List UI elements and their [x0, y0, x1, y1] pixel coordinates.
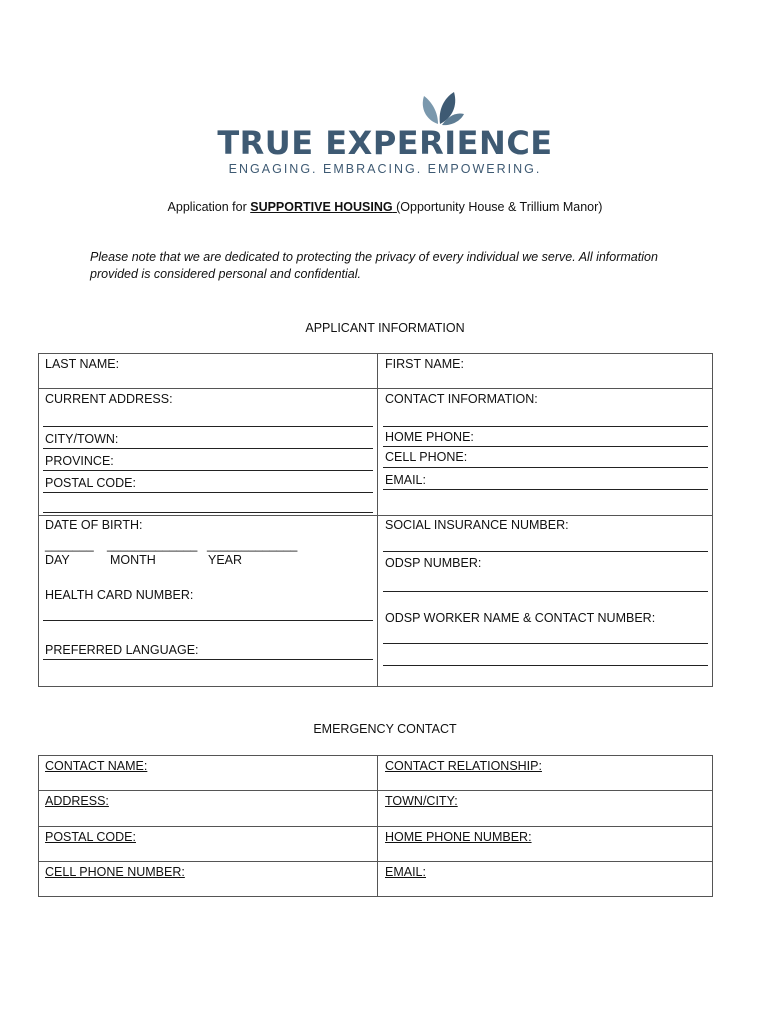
contact-information-label: CONTACT INFORMATION:	[385, 392, 538, 406]
application-title	[0, 200, 770, 214]
emergency-row-divider	[38, 861, 713, 862]
application-locations: Opportunity House & Trillium Manor)	[400, 200, 603, 214]
emergency-heading: EMERGENCY CONTACT	[313, 722, 457, 736]
cell-phone-label: CELL PHONE:	[385, 450, 468, 464]
dob-month-label: MONTH	[110, 553, 156, 567]
dob-month-blank[interactable]: _____________	[107, 538, 198, 552]
date-of-birth-label: DATE OF BIRTH:	[45, 518, 143, 532]
dob-day-label: DAY	[45, 553, 70, 567]
emergency-postal-code-label: POSTAL CODE:	[45, 830, 136, 844]
province-field[interactable]	[43, 470, 373, 471]
preferred-language-field[interactable]	[43, 659, 373, 660]
odsp-worker-label: ODSP WORKER NAME & CONTACT NUMBER:	[385, 611, 656, 625]
home-phone-field[interactable]	[383, 446, 708, 447]
contact-relationship-label: CONTACT RELATIONSHIP:	[385, 759, 542, 773]
emergency-cell-phone-label: CELL PHONE NUMBER:	[45, 865, 185, 879]
cell-phone-field[interactable]	[383, 467, 708, 468]
current-address-label: CURRENT ADDRESS:	[45, 392, 173, 406]
social-insurance-field[interactable]	[383, 551, 708, 552]
leaves-icon	[418, 92, 464, 126]
privacy-notice: Please note that we are dedicated to protecting the privacy of every individual we serve. All information provided is considered personal and confidential.	[90, 250, 658, 281]
last-name-label: LAST NAME:	[45, 357, 120, 371]
emergency-row-divider	[38, 790, 713, 791]
address-extra-field[interactable]	[43, 512, 373, 513]
contact-information-field[interactable]	[383, 426, 708, 427]
current-address-field[interactable]	[43, 426, 373, 427]
preferred-language-label: PREFERRED LANGUAGE:	[45, 643, 199, 657]
company-logo	[210, 92, 560, 182]
postal-code-field[interactable]	[43, 492, 373, 493]
applicant-divider	[377, 353, 378, 687]
emergency-address-label: ADDRESS:	[45, 794, 109, 808]
odsp-number-label: ODSP NUMBER:	[385, 556, 482, 570]
city-town-label: CITY/TOWN:	[45, 432, 119, 446]
emergency-email-label: EMAIL:	[385, 865, 426, 879]
application-paren: (	[396, 200, 401, 214]
social-insurance-label: SOCIAL INSURANCE NUMBER:	[385, 518, 569, 532]
applicant-heading: APPLICANT INFORMATION	[305, 321, 465, 335]
home-phone-label: HOME PHONE:	[385, 430, 474, 444]
odsp-worker-field[interactable]	[383, 643, 708, 644]
applicant-row-divider	[38, 388, 713, 389]
health-card-label: HEALTH CARD NUMBER:	[45, 588, 194, 602]
first-name-label: FIRST NAME:	[385, 357, 464, 371]
city-town-field[interactable]	[43, 448, 373, 449]
application-prefix: Application for	[167, 200, 251, 214]
contact-name-label: CONTACT NAME:	[45, 759, 148, 773]
email-label: EMAIL:	[385, 473, 426, 487]
odsp-number-field[interactable]	[383, 591, 708, 592]
brand-name: TRUE EXPERIENCE	[217, 124, 553, 162]
emergency-home-phone-label: HOME PHONE NUMBER:	[385, 830, 532, 844]
emergency-row-divider	[38, 826, 713, 827]
emergency-town-city-label: TOWN/CITY:	[385, 794, 458, 808]
dob-year-label: YEAR	[208, 553, 243, 567]
postal-code-label: POSTAL CODE:	[45, 476, 136, 490]
dob-year-blank[interactable]: _____________	[207, 538, 298, 552]
email-field[interactable]	[383, 489, 708, 490]
applicant-row-divider	[38, 515, 713, 516]
odsp-worker-field-2[interactable]	[383, 665, 708, 666]
province-label: PROVINCE:	[45, 454, 114, 468]
application-program: SUPPORTIVE HOUSING	[250, 200, 393, 214]
health-card-field[interactable]	[43, 620, 373, 621]
dob-day-blank[interactable]: _______	[45, 538, 94, 552]
brand-tagline: ENGAGING. EMBRACING. EMPOWERING.	[228, 162, 542, 176]
